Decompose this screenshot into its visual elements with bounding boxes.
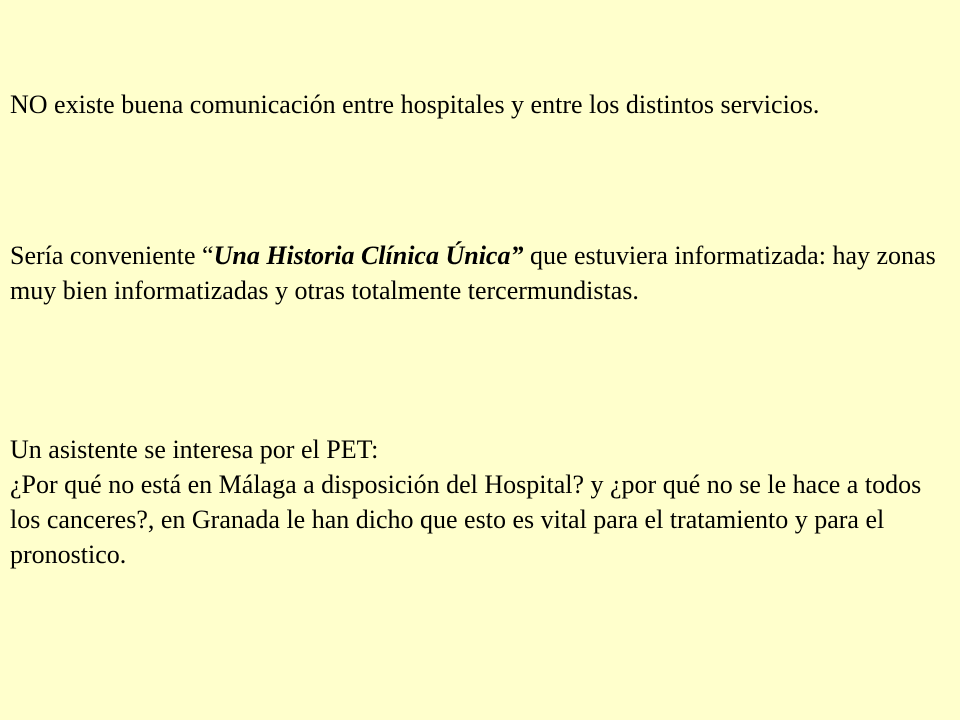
historia-clinica-emphasis: Una Historia Clínica Única” <box>213 241 524 270</box>
paragraph-pet <box>10 432 945 572</box>
paragraph-historia-clinica-after: que estuviera informatizada: hay zonas muy bien informatizadas y otras totalmente tercermundistas. <box>10 241 936 305</box>
paragraph-pet-question: ¿Por qué no está en Málaga a disposición del Hospital? y ¿por qué no se le hace a todos los canceres?, en Granada le han dicho que esto es vital para el tratamiento y para el pronostico. <box>10 470 922 569</box>
paragraph-historia-clinica-before: Sería conveniente “ <box>10 241 214 270</box>
paragraph-historia-clinica <box>10 238 945 308</box>
paragraph-communication <box>10 87 945 122</box>
paragraph-pet-intro: Un asistente se interesa por el PET: <box>10 435 379 464</box>
paragraph-communication-text: NO existe buena comunicación entre hospitales y entre los distintos servicios. <box>10 90 820 119</box>
